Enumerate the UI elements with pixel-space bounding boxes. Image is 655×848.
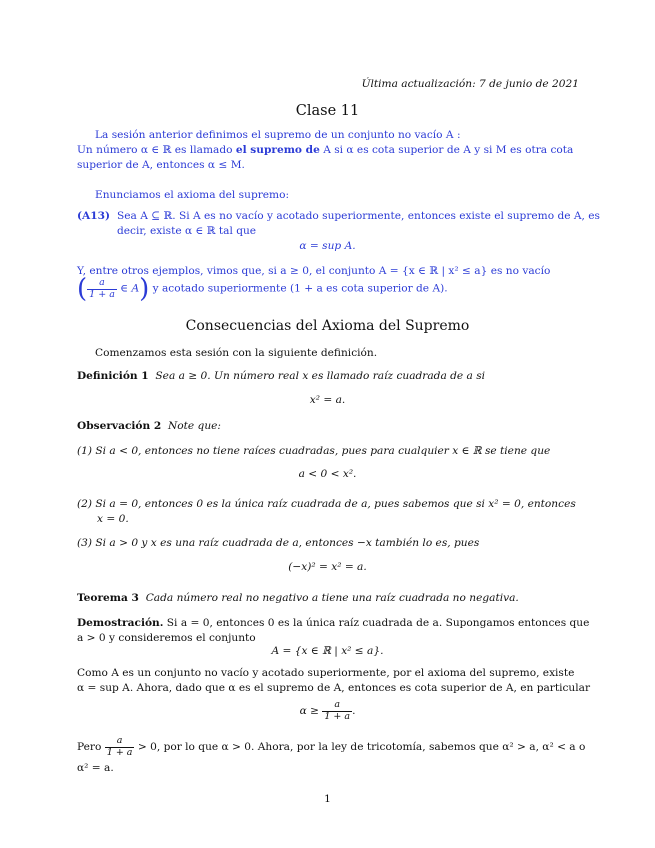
fraction-numerator: a <box>87 278 117 290</box>
line5-pre: Pero <box>77 741 102 753</box>
review-intro: La sesión anterior definimos el supremo de un conjunto no vacío A : <box>95 129 461 141</box>
definition-equation: x² = a. <box>309 394 346 406</box>
eq2-numerator: a <box>322 700 352 712</box>
proof-line5 <box>77 736 585 759</box>
eq2-fraction <box>322 700 352 723</box>
proof-equation-1: A = {x ∈ ℝ | x² ≤ a}. <box>271 645 384 657</box>
observation-text: Note que: <box>168 420 221 432</box>
line5-numerator: a <box>105 736 135 748</box>
line5-fraction <box>105 736 135 759</box>
proof-line6: α² = a. <box>77 762 114 774</box>
review-def-b: A si α es cota superior de A y si M es otra cota <box>319 144 574 156</box>
review-def-a: Un número α ∈ ℝ es llamado <box>77 144 236 156</box>
observation-item-1: (1) Si a < 0, entonces no tiene raíces cuadradas, pues para cualquier x ∈ ℝ se tiene que <box>77 445 551 457</box>
proof-line3: Como A es un conjunto no vacío y acotado superiormente, por el axioma del supremo, existe <box>77 667 575 679</box>
right-paren: ) <box>139 274 150 304</box>
eq2-lhs: α ≥ <box>299 705 319 717</box>
axiom-line2: decir, existe α ∈ ℝ tal que <box>117 225 257 237</box>
review-definition-line1 <box>77 143 573 158</box>
proof-text-1: Si a = 0, entonces 0 es la única raíz cuadrada de a. Supongamos entonces que <box>163 617 590 629</box>
axiom-equation: α = sup A. <box>299 240 356 252</box>
proof-line2: a > 0 y consideremos el conjunto <box>77 632 256 644</box>
review-definition-line2: superior de A, entonces α ≤ M. <box>77 159 245 171</box>
example-in: ∈ A <box>116 282 140 295</box>
proof-equation-2 <box>0 700 655 723</box>
proof-line1 <box>77 616 589 631</box>
proof-line4: α = sup A. Ahora, dado que α es el supremo de A, entonces es cota superior de A, en particular <box>77 682 591 694</box>
eq2-end: . <box>352 705 356 717</box>
observation-item-3: (3) Si a > 0 y x es una raíz cuadrada de a, entonces −x también lo es, pues <box>77 537 480 549</box>
definition-text: Sea a ≥ 0. Un número real x es llamado raíz cuadrada de a si <box>155 370 486 382</box>
proof-label: Demostración. <box>77 617 164 629</box>
axiom-intro: Enunciamos el axioma del supremo: <box>95 189 290 201</box>
intro-text: Comenzamos esta sesión con la siguiente definición. <box>95 347 378 359</box>
observation-item-2-line1: (2) Si a = 0, entonces 0 es la única raíz cuadrada de a, pues sabemos que si x² = 0, entonces <box>77 498 576 510</box>
theorem-text: Cada número real no negativo a tiene una raíz cuadrada no negativa. <box>145 592 519 604</box>
example-line2 <box>77 276 448 302</box>
axiom-line1: Sea A ⊆ ℝ. Si A es no vacío y acotado superiormente, entonces existe el supremo de A, es <box>117 210 600 222</box>
observation-item-1-equation: a < 0 < x². <box>298 468 357 480</box>
theorem-3 <box>77 591 519 606</box>
left-paren: ( <box>77 274 88 304</box>
observation-item-3-equation: (−x)² = x² = a. <box>288 561 367 573</box>
example-fraction <box>87 278 117 301</box>
definition-1 <box>77 369 485 384</box>
axiom-label: (A13) <box>77 210 110 222</box>
observation-2 <box>77 419 221 434</box>
line5-rest: > 0, por lo que α > 0. Ahora, por la ley de tricotomía, sabemos que α² > a, α² < a o <box>137 741 586 753</box>
line5-denominator: 1 + a <box>106 746 133 758</box>
observation-item-2-line2: x = 0. <box>97 513 129 525</box>
section-title: Consecuencias del Axioma del Supremo <box>185 318 470 334</box>
example-line1: Y, entre otros ejemplos, vimos que, si a ≥ 0, el conjunto A = {x ∈ ℝ | x² ≤ a} es no vacío <box>77 265 551 277</box>
review-def-bold: el supremo de <box>235 144 320 156</box>
theorem-label: Teorema 3 <box>77 592 139 604</box>
definition-label: Definición 1 <box>77 370 149 382</box>
observation-label: Observación 2 <box>77 420 162 432</box>
example-line2-rest: y acotado superiormente (1 + a es cota superior de A). <box>152 282 448 295</box>
page-title: Clase 11 <box>295 103 360 119</box>
eq2-denominator: 1 + a <box>324 710 351 722</box>
fraction-denominator: 1 + a <box>89 288 115 300</box>
page-number: 1 <box>324 793 331 805</box>
last-update: Última actualización: 7 de junio de 2021 <box>361 78 579 90</box>
